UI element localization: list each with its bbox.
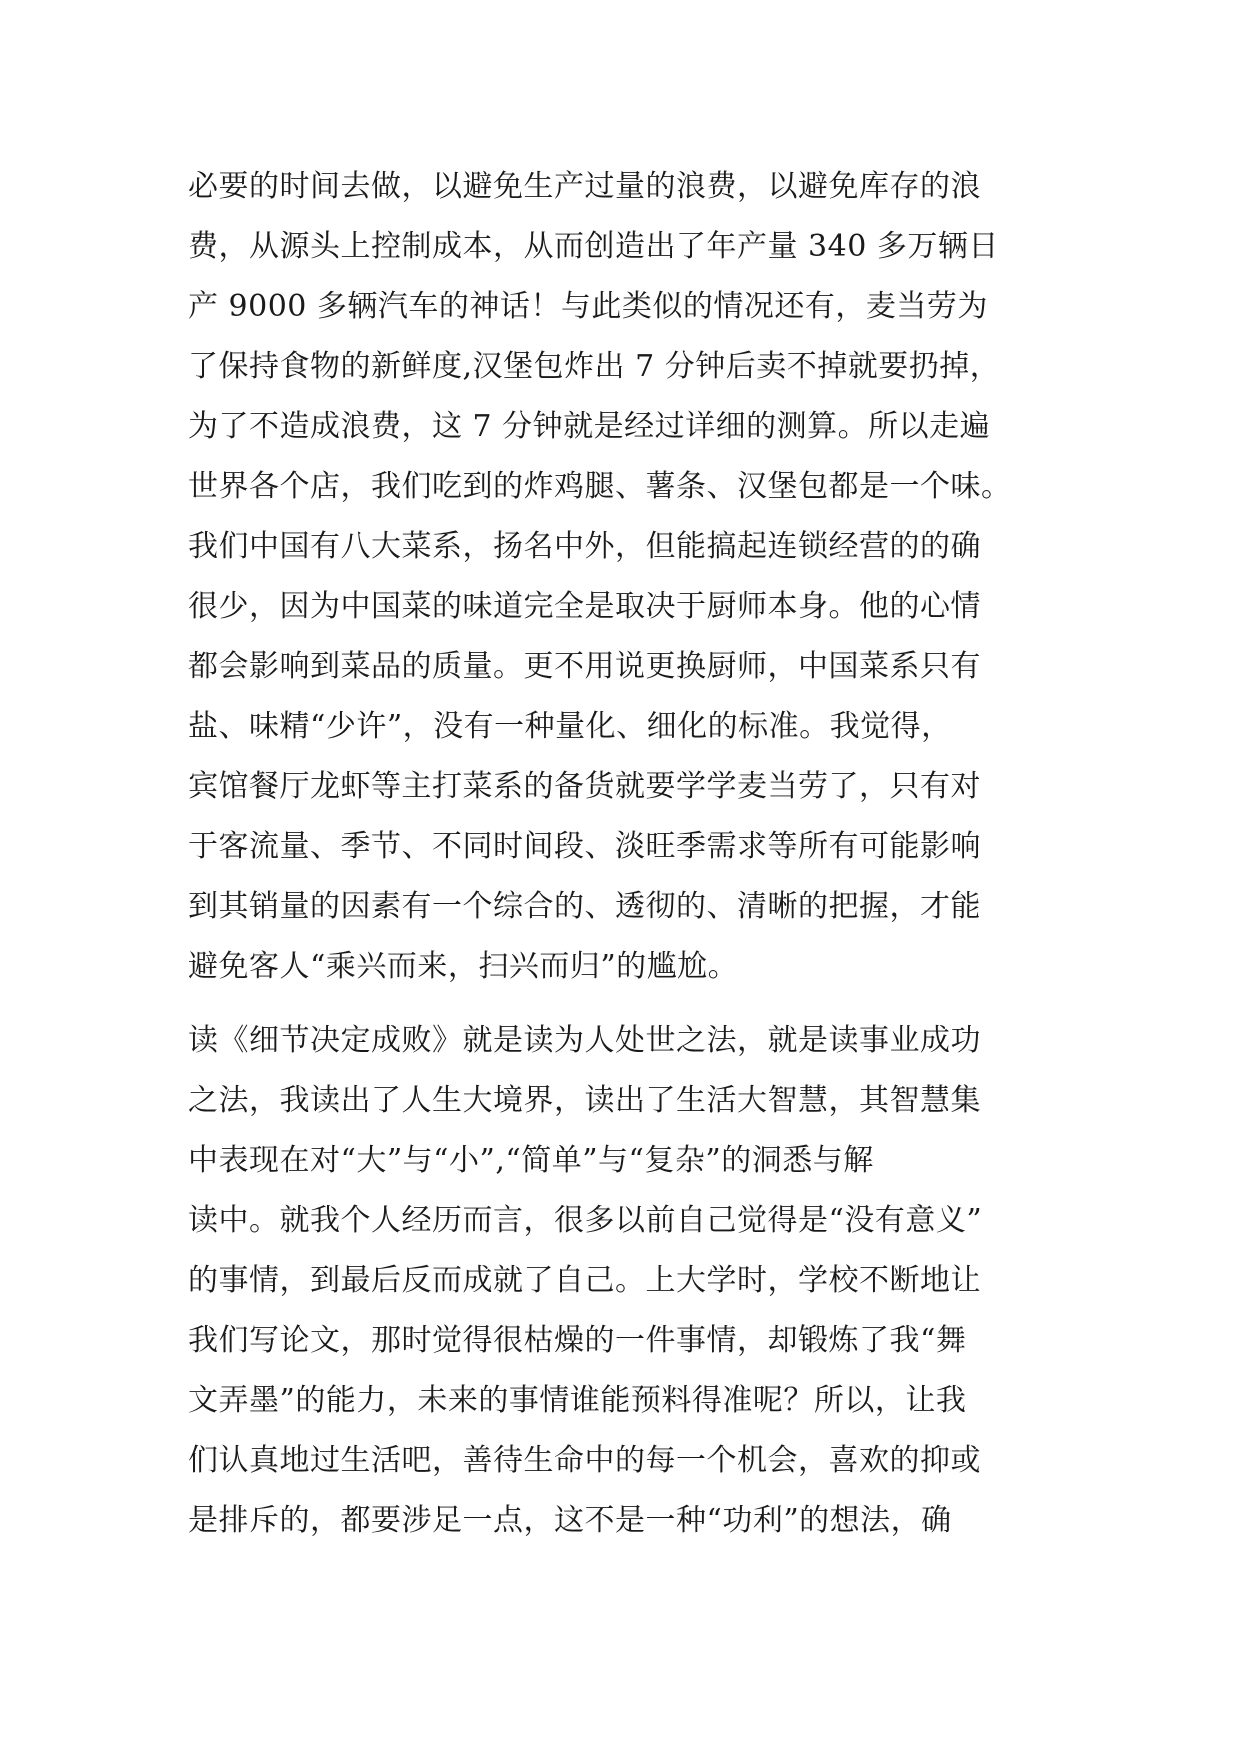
- text-line: 了保持食物的新鲜度,汉堡包炸出 7 分钟后卖不掉就要扔掉，: [188, 349, 1001, 384]
- text-line: 费，从源头上控制成本，从而创造出了年产量 340 多万辆日: [188, 229, 999, 264]
- text-line: 我们中国有八大菜系，扬名中外，但能搞起连锁经营的的确: [188, 529, 981, 564]
- text-line: 是排斥的，都要涉足一点，这不是一种“功利”的想法，确: [188, 1503, 952, 1538]
- text-line: 读《细节决定成败》就是读为人处世之法，就是读事业成功: [188, 1023, 981, 1058]
- text-line: 的事情，到最后反而成就了自己。上大学时，学校不断地让: [188, 1263, 981, 1298]
- paragraph-1: [188, 157, 1068, 997]
- text-line: 都会影响到菜品的质量。更不用说更换厨师，中国菜系只有: [188, 649, 981, 684]
- text-line: 很少，因为中国菜的味道完全是取决于厨师本身。他的心情: [188, 589, 981, 624]
- text-line: 世界各个店，我们吃到的炸鸡腿、薯条、汉堡包都是一个味。: [188, 469, 1012, 504]
- text-line: 于客流量、季节、不同时间段、淡旺季需求等所有可能影响: [188, 829, 981, 864]
- text-line: 到其销量的因素有一个综合的、透彻的、清晰的把握，才能: [188, 889, 981, 924]
- text-line: 之法，我读出了人生大境界，读出了生活大智慧，其智慧集: [188, 1083, 981, 1118]
- text-line: 们认真地过生活吧，善待生命中的每一个机会，喜欢的抑或: [188, 1443, 981, 1478]
- text-line: 中表现在对“大”与“小”,“简单”与“复杂”的洞悉与解: [188, 1143, 874, 1178]
- text-line: 产 9000 多辆汽车的神话！与此类似的情况还有，麦当劳为: [188, 289, 988, 324]
- text-line: 读中。就我个人经历而言，很多以前自己觉得是“没有意义”: [188, 1203, 983, 1238]
- text-line: 必要的时间去做，以避免生产过量的浪费，以避免库存的浪: [188, 169, 981, 204]
- text-line: 避免客人“乘兴而来，扫兴而归”的尴尬。: [188, 949, 739, 984]
- text-line: 文弄墨”的能力，未来的事情谁能预料得准呢？所以，让我: [188, 1383, 967, 1418]
- text-line: 盐、味精“少许”，没有一种量化、细化的标准。我觉得，: [188, 709, 952, 744]
- text-line: 为了不造成浪费，这 7 分钟就是经过详细的测算。所以走遍: [188, 409, 991, 444]
- paragraph-2: [188, 1011, 1068, 1551]
- text-line: 宾馆餐厅龙虾等主打菜系的备货就要学学麦当劳了，只有对: [188, 769, 981, 804]
- text-line: 我们写论文，那时觉得很枯燥的一件事情，却锻炼了我“舞: [188, 1323, 967, 1358]
